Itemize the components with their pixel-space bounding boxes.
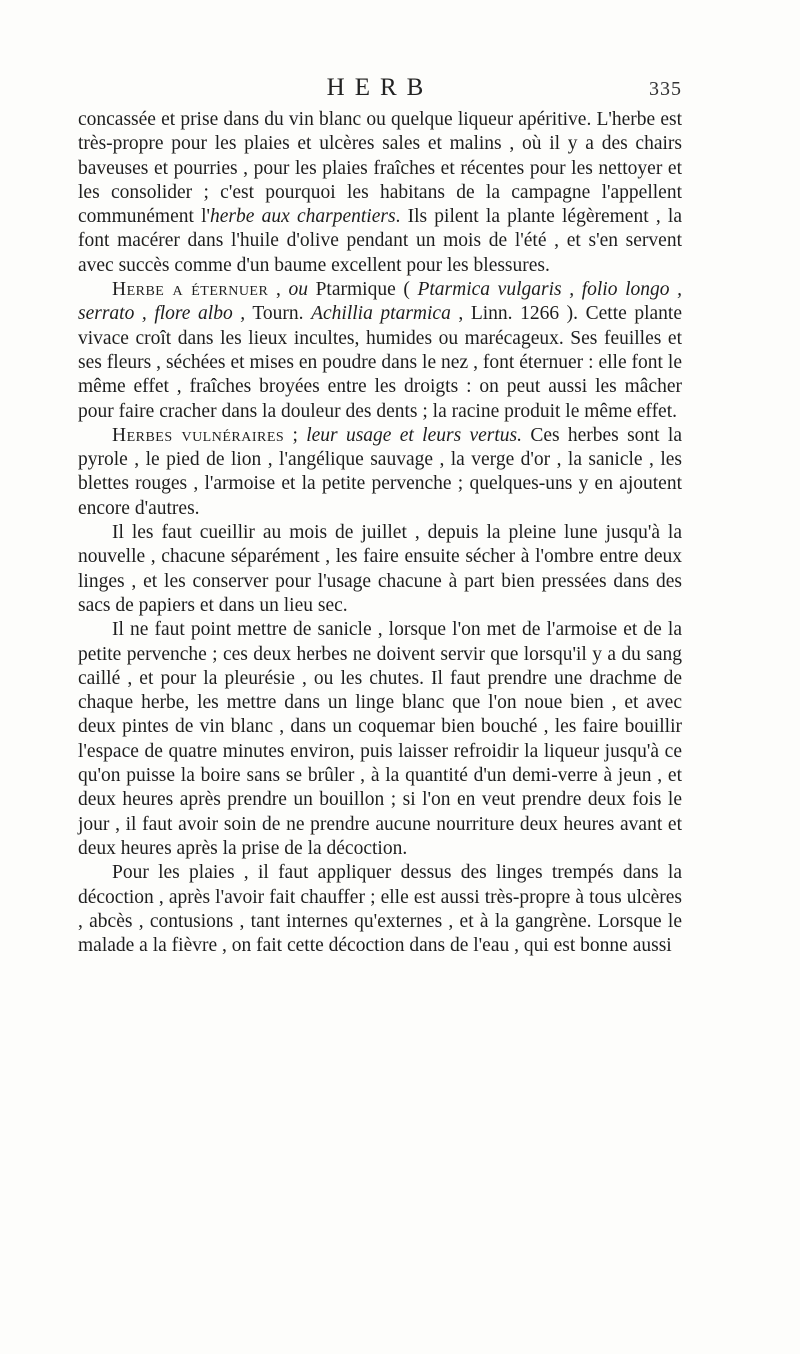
body-text bbox=[78, 108, 682, 958]
entry-heading: Herbes vulnéraires bbox=[112, 424, 285, 446]
latin-name: Achillia ptarmica bbox=[311, 303, 451, 325]
page-number: 335 bbox=[649, 78, 682, 100]
text-run: Ces herbes sont la pyrole , le pied de lion , l'angélique sauvage , la verge d'or , la sanicle , les blettes rouges , l'armoise et la petite pervenche ; quelques-uns y en ajoutent encore d'autres. bbox=[78, 424, 682, 519]
text-run: . Ils pilent la plante légèrement , la font macérer dans l'huile d'olive pendant un mois de l'été , et s'en servent avec succès comme d'un baume excellent pour les blessures. bbox=[78, 206, 682, 276]
text-run: ; bbox=[284, 424, 307, 446]
entry-heading: Herbe a éternuer bbox=[112, 279, 269, 301]
entry-herbes-vulneraires bbox=[78, 424, 682, 521]
latin-name: Ptarmica vulgaris , folio longo , serrato , flore albo , bbox=[78, 279, 682, 325]
text-run: , bbox=[268, 279, 289, 301]
paragraph-continuation bbox=[78, 108, 682, 278]
entry-herbe-a-eternuer bbox=[78, 278, 682, 424]
text-run: Tourn. bbox=[245, 303, 312, 325]
text-run: , Linn. 1266 ). Cette plante vivace croît dans les lieux incultes, humides ou marécageux. Ses feuilles et ses fleurs , séchées et mises en poudre dans le nez , font éternuer : elle font le même effet , fraîches broyées entre les droigts : on peut aussi les mâcher pour faire cracher dans la douleur des dents ; la racine produit le même effet. bbox=[78, 303, 682, 422]
paragraph: Pour les plaies , il faut appliquer dessus des linges trempés dans la décoction , après l'avoir fait chauffer ; elle est aussi très-propre à tous ulcères , abcès , contusions , tant internes qu'externes , et à la gangrène. Lorsque le malade a la fièvre , on fait cette décoction dans de l'eau , qui est bonne aussi bbox=[78, 862, 682, 957]
text-run: Ptarmique ( bbox=[307, 279, 418, 301]
paragraph: Il ne faut point mettre de sanicle , lorsque l'on met de l'armoise et de la petite pervenche ; ces deux herbes ne doivent servir que lorsqu'il y a du sang caillé , et pour la pleurésie , ou les chutes. Il faut prendre une drachme de chaque herbe, les mettre dans un linge blanc que l'on noue bien , et avec deux pintes de vin blanc , dans un coquemar bien bouché , les faire bouillir l'espace de quatre minutes environ, puis laisser refroidir la liqueur jusqu'à ce qu'on puisse la boire sans se brûler , à la quantité d'un demi-verre à jeun , et deux heures après prendre un bouillon ; si l'on en veut prendre deux fois le jour , il faut avoir soin de ne prendre aucune nourriture deux heures avant et deux heures après la prise de la décoction. bbox=[78, 619, 682, 859]
running-head-word: HERB bbox=[326, 74, 434, 101]
running-head bbox=[78, 74, 682, 106]
italic-term: leur usage et leurs vertus. bbox=[306, 424, 522, 446]
italic-term: ou bbox=[288, 279, 308, 301]
text-run: concassée et prise dans du vin blanc ou quelque liqueur apéritive. L'herbe est très-propre pour les plaies et ulcères sales et malins , où il y a des chairs baveuses et pourries , pour les plaies fraîches et récentes pour les nettoyer et les consolider ; c'est pourquoi les habitans de la campagne l'appellent communément l' bbox=[78, 109, 682, 228]
italic-term: herbe aux charpentiers bbox=[210, 206, 396, 228]
paragraph: Il les faut cueillir au mois de juillet , depuis la pleine lune jusqu'à la nouvelle , chacune séparément , les faire ensuite sécher à l'ombre entre deux linges , et les conserver pour l'usage chacune à part bien pressées dans des sacs de papiers et dans un lieu sec. bbox=[78, 522, 682, 616]
